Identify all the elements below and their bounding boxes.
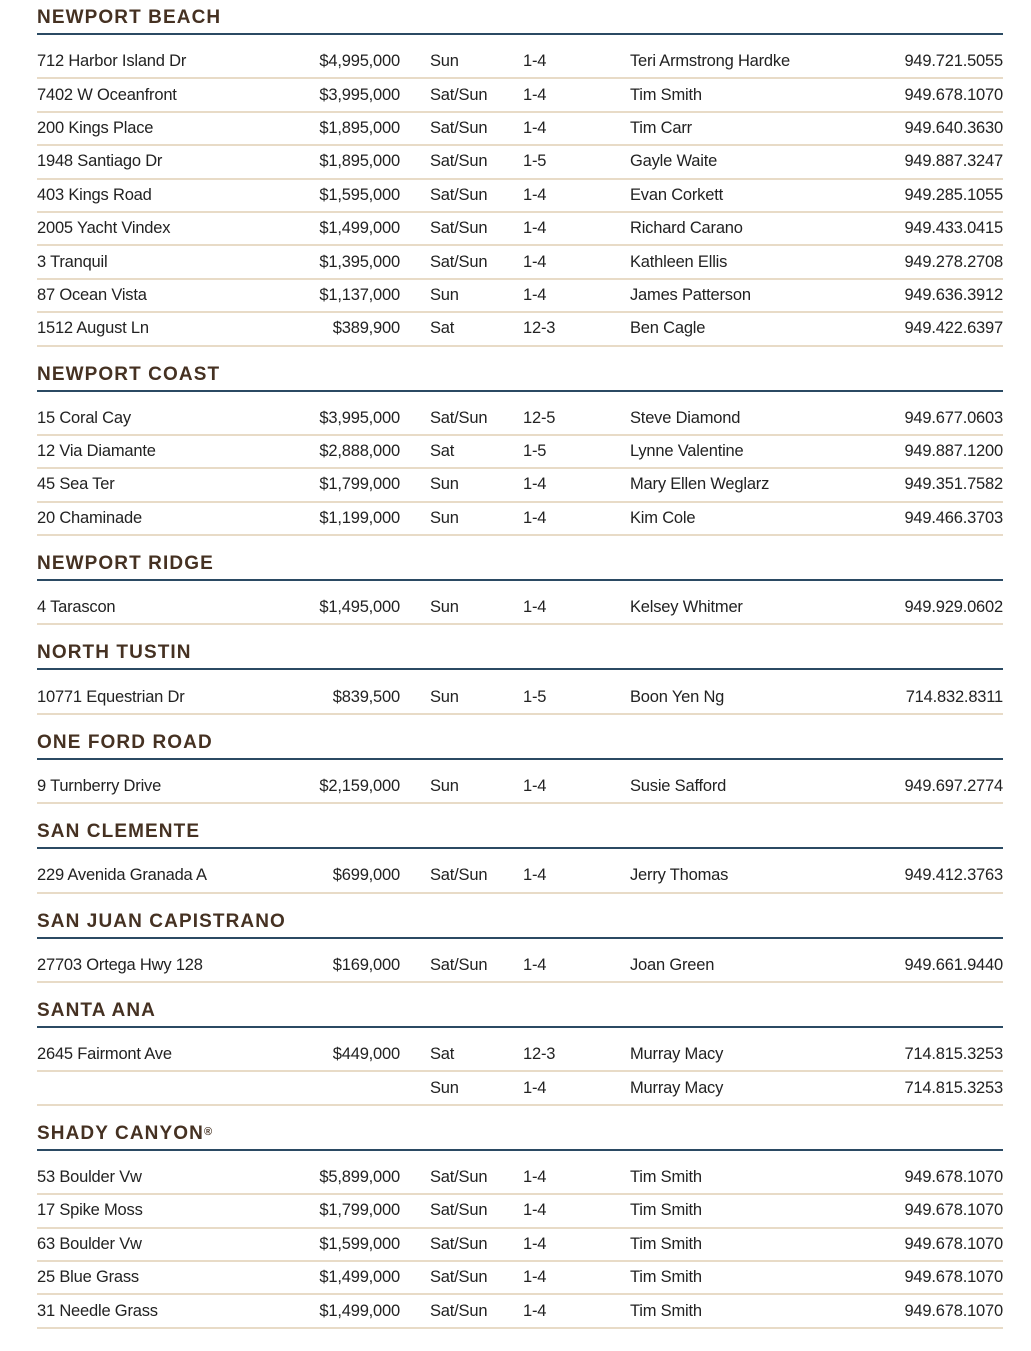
listing-row (37, 503, 1003, 536)
section-title (37, 733, 1003, 760)
section-title-text: NEWPORT COAST (37, 363, 221, 385)
listing-day: Sun (430, 508, 459, 527)
listing-price: $1,499,000 (319, 1301, 400, 1320)
listing-address: 403 Kings Road (37, 185, 152, 204)
city-section (37, 1001, 1003, 1106)
listing-phone: 949.887.1200 (904, 442, 1003, 461)
city-section (37, 365, 1003, 537)
listing-phone: 949.661.9440 (904, 955, 1003, 974)
listing-time: 1-4 (523, 508, 547, 527)
listing-day: Sun (430, 475, 459, 494)
listing-agent: Mary Ellen Weglarz (630, 475, 770, 494)
listing-address: 53 Boulder Vw (37, 1168, 142, 1186)
listing-phone: 949.721.5055 (904, 52, 1003, 71)
listing-time: 1-4 (523, 1201, 547, 1220)
listing-agent: Tim Smith (630, 1268, 702, 1287)
listing-day: Sat/Sun (430, 866, 488, 885)
listing-time: 1-4 (523, 285, 547, 304)
listing-address: 2005 Yacht Vindex (37, 219, 171, 238)
listing-day: Sun (430, 687, 459, 706)
listing-phone: 949.278.2708 (904, 252, 1003, 271)
listing-time: 1-4 (523, 1301, 547, 1320)
city-section (37, 733, 1003, 804)
section-title (37, 1001, 1003, 1028)
listing-phone: 949.678.1070 (904, 1234, 1003, 1253)
section-title-text: NEWPORT RIDGE (37, 553, 214, 575)
listing-row (37, 681, 1003, 714)
listing-phone: 714.815.3253 (904, 1045, 1003, 1064)
section-title-text: ONE FORD ROAD (37, 731, 213, 753)
section-rows (37, 1162, 1003, 1329)
section-rows (37, 1039, 1003, 1106)
listing-address: 25 Blue Grass (37, 1268, 139, 1287)
listing-address: 9 Turnberry Drive (37, 777, 162, 796)
listing-price: $5,899,000 (319, 1168, 400, 1186)
section-rows (37, 681, 1003, 714)
listing-phone: 949.640.3630 (904, 118, 1003, 137)
listing-day: Sat/Sun (430, 1301, 488, 1320)
listing-row (37, 1162, 1003, 1195)
listing-address: 229 Avenida Granada A (37, 866, 207, 885)
listing-agent: Jerry Thomas (630, 866, 729, 885)
listing-agent: Murray Macy (630, 1078, 724, 1097)
listing-price: $1,199,000 (319, 508, 400, 527)
listing-time: 1-4 (523, 1268, 547, 1287)
section-title (37, 8, 1003, 35)
listing-phone: 949.697.2774 (904, 777, 1003, 796)
listing-row (37, 213, 1003, 246)
listing-day: Sat (430, 442, 455, 461)
listing-price: $1,895,000 (319, 152, 400, 171)
listing-row (37, 1229, 1003, 1262)
listing-time: 1-4 (523, 777, 547, 796)
listing-agent: Teri Armstrong Hardke (630, 52, 790, 71)
listing-agent: Kathleen Ellis (630, 252, 728, 271)
listing-price: $1,799,000 (319, 1201, 400, 1220)
listing-agent: Tim Smith (630, 1234, 702, 1253)
listing-time: 1-5 (523, 442, 547, 461)
section-rows (37, 771, 1003, 804)
listing-address: 4 Tarascon (37, 598, 116, 617)
listing-agent: Steve Diamond (630, 408, 741, 427)
section-title-text: SAN JUAN CAPISTRANO (37, 910, 286, 932)
listing-day: Sat/Sun (430, 955, 488, 974)
city-section (37, 554, 1003, 625)
listing-day: Sun (430, 285, 459, 304)
listing-address: 1512 August Ln (37, 319, 149, 338)
listing-agent: Tim Smith (630, 1301, 702, 1320)
section-title (37, 822, 1003, 849)
listing-address: 45 Sea Ter (37, 475, 115, 494)
listing-time: 1-5 (523, 152, 547, 171)
listing-agent: Tim Smith (630, 85, 702, 104)
listing-address: 31 Needle Grass (37, 1301, 158, 1320)
listing-row (37, 146, 1003, 179)
listing-agent: Murray Macy (630, 1045, 724, 1064)
section-title (37, 554, 1003, 581)
section-rows (37, 592, 1003, 625)
listing-phone: 949.636.3912 (904, 285, 1003, 304)
listing-day: Sun (430, 598, 459, 617)
listing-price: $4,995,000 (319, 52, 400, 71)
listing-address: 27703 Ortega Hwy 128 (37, 955, 203, 974)
listing-address: 17 Spike Moss (37, 1201, 143, 1220)
registered-trademark-symbol: ® (203, 1125, 213, 1138)
section-title (37, 643, 1003, 670)
section-title-text: NORTH TUSTIN (37, 642, 192, 664)
listing-price: $389,900 (332, 319, 400, 338)
listing-row (37, 280, 1003, 313)
listing-phone: 949.678.1070 (904, 1301, 1003, 1320)
city-section (37, 1124, 1003, 1329)
listing-agent: Richard Carano (630, 219, 743, 238)
listing-row (37, 1039, 1003, 1072)
section-rows (37, 950, 1003, 983)
listing-agent: Lynne Valentine (630, 442, 744, 461)
listing-price: $449,000 (332, 1045, 400, 1064)
listing-price: $2,159,000 (319, 777, 400, 796)
listing-price: $839,500 (332, 687, 400, 706)
section-title (37, 1124, 1003, 1151)
listing-phone: 949.929.0602 (904, 598, 1003, 617)
listing-agent: Susie Safford (630, 777, 727, 796)
section-title-text: NEWPORT BEACH (37, 7, 222, 28)
section-rows (37, 46, 1003, 347)
listing-day: Sat (430, 319, 455, 338)
listing-time: 1-4 (523, 598, 547, 617)
listing-price: $1,799,000 (319, 475, 400, 494)
listing-agent: Ben Cagle (630, 319, 706, 338)
listing-row (37, 180, 1003, 213)
listing-address: 7402 W Oceanfront (37, 85, 177, 104)
section-title (37, 912, 1003, 939)
listing-agent: Tim Smith (630, 1168, 702, 1186)
listing-price: $1,895,000 (319, 118, 400, 137)
city-section (37, 8, 1003, 347)
section-title-text: SHADY CANYON (37, 1122, 204, 1144)
listing-time: 1-4 (523, 52, 547, 71)
listing-day: Sat/Sun (430, 85, 488, 104)
listing-day: Sat/Sun (430, 1234, 488, 1253)
listing-row (37, 860, 1003, 893)
listing-phone: 949.412.3763 (904, 866, 1003, 885)
listing-phone: 714.815.3253 (904, 1078, 1003, 1097)
listing-price: $169,000 (332, 955, 400, 974)
listing-day: Sun (430, 777, 459, 796)
listing-phone: 949.678.1070 (904, 1201, 1003, 1220)
listing-agent: James Patterson (630, 285, 751, 304)
listing-price: $1,395,000 (319, 252, 400, 271)
listing-day: Sat (430, 1045, 455, 1064)
listing-row (37, 1295, 1003, 1328)
listing-time: 1-4 (523, 252, 547, 271)
listing-time: 1-5 (523, 687, 547, 706)
listing-row (37, 1262, 1003, 1295)
listing-phone: 949.422.6397 (904, 319, 1003, 338)
listing-day: Sat/Sun (430, 219, 488, 238)
listing-day: Sun (430, 52, 459, 71)
listing-agent: Kim Cole (630, 508, 696, 527)
listing-row (37, 436, 1003, 469)
listing-phone: 949.677.0603 (904, 408, 1003, 427)
listing-address: 712 Harbor Island Dr (37, 52, 187, 71)
listing-day: Sat/Sun (430, 408, 488, 427)
listing-time: 1-4 (523, 955, 547, 974)
listing-time: 12-3 (523, 319, 556, 338)
listing-address: 63 Boulder Vw (37, 1234, 142, 1253)
listing-row (37, 1195, 1003, 1228)
listing-agent: Tim Smith (630, 1201, 702, 1220)
listing-address: 1948 Santiago Dr (37, 152, 163, 171)
listing-day: Sat/Sun (430, 252, 488, 271)
listing-agent: Joan Green (630, 955, 715, 974)
listing-phone: 949.466.3703 (904, 508, 1003, 527)
listing-phone: 949.678.1070 (904, 1268, 1003, 1287)
listing-time: 1-4 (523, 1168, 547, 1186)
listing-row (37, 1072, 1003, 1105)
listing-day: Sat/Sun (430, 118, 488, 137)
section-rows (37, 403, 1003, 537)
listing-row (37, 79, 1003, 112)
section-rows (37, 860, 1003, 893)
listing-price: $1,495,000 (319, 598, 400, 617)
listing-time: 1-4 (523, 219, 547, 238)
listing-row (37, 592, 1003, 625)
listing-price: $3,995,000 (319, 408, 400, 427)
listing-address: 87 Ocean Vista (37, 285, 147, 304)
listing-agent: Gayle Waite (630, 152, 718, 171)
listing-row (37, 403, 1003, 436)
listing-agent: Boon Yen Ng (630, 687, 725, 706)
city-section (37, 912, 1003, 983)
listing-price: $1,599,000 (319, 1234, 400, 1253)
listing-price: $1,499,000 (319, 1268, 400, 1287)
listing-row (37, 469, 1003, 502)
listing-address: 12 Via Diamante (37, 442, 156, 461)
listing-time: 1-4 (523, 1234, 547, 1253)
listing-address: 2645 Fairmont Ave (37, 1045, 172, 1064)
listing-agent: Evan Corkett (630, 185, 723, 204)
listing-row (37, 46, 1003, 79)
listing-time: 1-4 (523, 185, 547, 204)
listing-address: 10771 Equestrian Dr (37, 687, 185, 706)
listing-phone: 949.678.1070 (904, 1168, 1003, 1186)
listing-phone: 949.433.0415 (904, 219, 1003, 238)
listing-time: 1-4 (523, 1078, 547, 1097)
listing-row (37, 950, 1003, 983)
listing-phone: 714.832.8311 (905, 687, 1003, 706)
listing-time: 1-4 (523, 85, 547, 104)
listing-price: $1,499,000 (319, 219, 400, 238)
section-title-text: SANTA ANA (37, 1000, 156, 1022)
listing-address: 20 Chaminade (37, 508, 142, 527)
listing-time: 12-3 (523, 1045, 556, 1064)
listing-price: $1,595,000 (319, 185, 400, 204)
city-section (37, 822, 1003, 893)
listing-day: Sat/Sun (430, 152, 488, 171)
listing-time: 1-4 (523, 118, 547, 137)
listing-price: $3,995,000 (319, 85, 400, 104)
section-title (37, 365, 1003, 392)
listing-phone: 949.285.1055 (904, 185, 1003, 204)
listing-agent: Kelsey Whitmer (630, 598, 743, 617)
listing-time: 12-5 (523, 408, 556, 427)
listing-phone: 949.887.3247 (904, 152, 1003, 171)
listing-row (37, 113, 1003, 146)
listing-row (37, 246, 1003, 279)
listing-phone: 949.351.7582 (904, 475, 1003, 494)
listing-time: 1-4 (523, 866, 547, 885)
listing-agent: Tim Carr (630, 118, 692, 137)
listing-price: $2,888,000 (319, 442, 400, 461)
listing-row (37, 313, 1003, 346)
listing-price: $1,137,000 (319, 285, 400, 304)
listing-price: $699,000 (332, 866, 400, 885)
section-title-text: SAN CLEMENTE (37, 821, 201, 843)
listing-address: 3 Tranquil (37, 252, 108, 271)
listing-phone: 949.678.1070 (904, 85, 1003, 104)
listing-day: Sat/Sun (430, 185, 488, 204)
listing-address: 200 Kings Place (37, 118, 154, 137)
city-section (37, 643, 1003, 714)
listing-address: 15 Coral Cay (37, 408, 131, 427)
listing-day: Sat/Sun (430, 1268, 488, 1287)
listing-day: Sat/Sun (430, 1201, 488, 1220)
listing-day: Sun (430, 1078, 459, 1097)
listing-day: Sat/Sun (430, 1168, 488, 1186)
listing-time: 1-4 (523, 475, 547, 494)
listing-row (37, 771, 1003, 804)
